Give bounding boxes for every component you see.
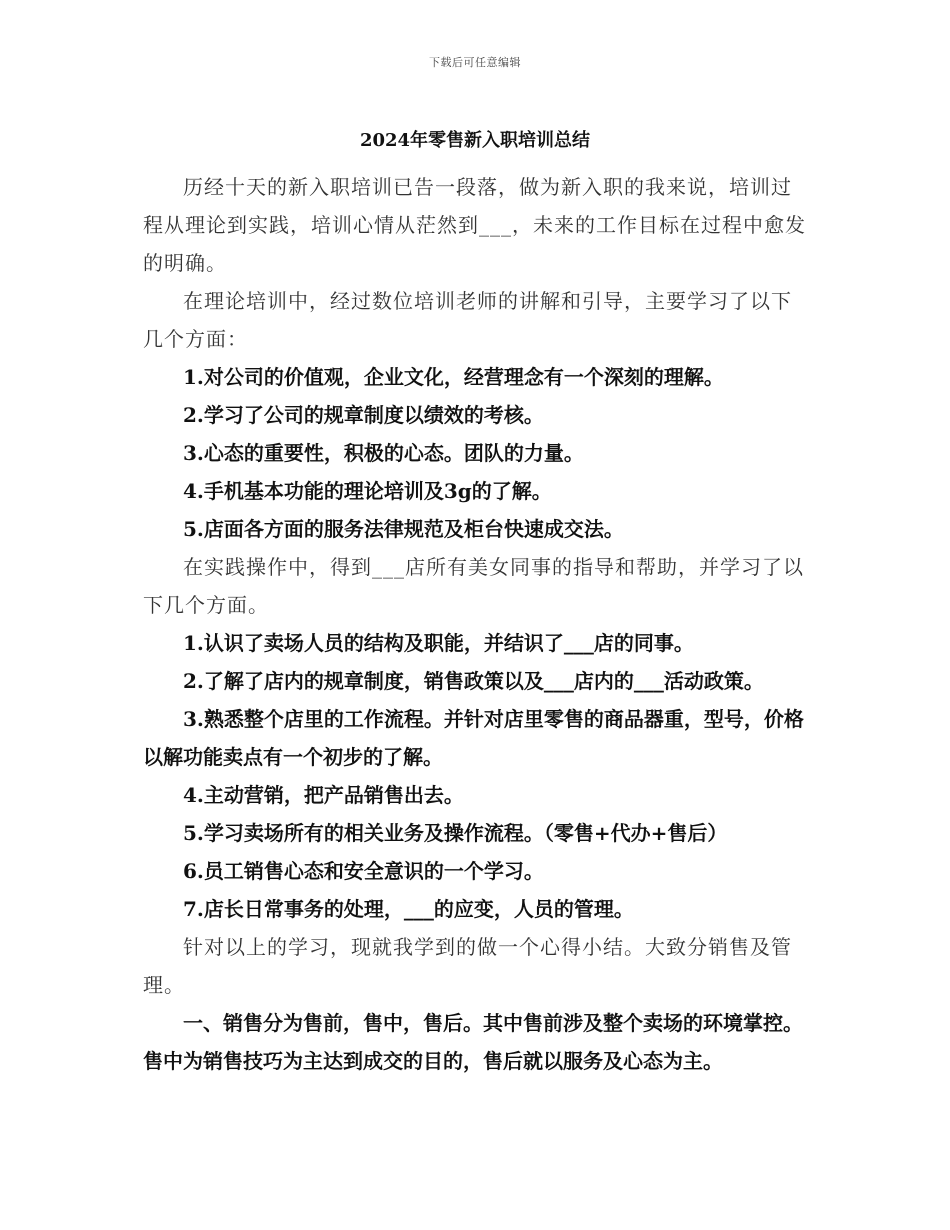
list-item: 2.学习了公司的规章制度以绩效的考核。 (183, 403, 544, 427)
paragraph: 历经十天的新入职培训已告一段落，做为新入职的我来说，培训过程从理论到实践，培训心情从茫然到___，未来的工作目标在过程中愈发的明确。 (143, 175, 806, 275)
list-item: 2.了解了店内的规章制度，销售政策以及___店内的___活动政策。 (183, 669, 764, 693)
paragraph: 在理论培训中，经过数位培训老师的讲解和引导，主要学习了以下几个方面： (143, 289, 792, 351)
paragraph: 在实践操作中，得到___店所有美女同事的指导和帮助，并学习了以下几个方面。 (143, 555, 804, 617)
list-item: 5.学习卖场所有的相关业务及操作流程。（零售+代办+售后） (183, 821, 728, 845)
list-item: 4.手机基本功能的理论培训及3g的了解。 (183, 479, 552, 503)
header-note: 下载后可任意编辑 (429, 56, 521, 69)
list-item: 5.店面各方面的服务法律规范及柜台快速成交法。 (183, 517, 624, 541)
document-title: 2024年零售新入职培训总结 (359, 130, 591, 151)
list-item: 1.对公司的价值观，企业文化，经营理念有一个深刻的理解。 (183, 365, 724, 389)
list-item: 7.店长日常事务的处理，___的应变，人员的管理。 (183, 897, 634, 921)
list-item: 6.员工销售心态和安全意识的一个学习。 (183, 859, 544, 883)
document-body (143, 168, 811, 1080)
list-item: 3.心态的重要性，积极的心态。团队的力量。 (183, 441, 584, 465)
list-item: 1.认识了卖场人员的结构及职能，并结识了___店的同事。 (183, 631, 694, 655)
paragraph: 针对以上的学习，现就我学到的做一个心得小结。大致分销售及管理。 (143, 935, 792, 997)
list-item: 3.熟悉整个店里的工作流程。并针对店里零售的商品器重，型号，价格以解功能卖点有一个初步的了解。 (143, 707, 804, 769)
section-paragraph: 一、销售分为售前，售中，售后。其中售前涉及整个卖场的环境掌控。售中为销售技巧为主达到成交的目的，售后就以服务及心态为主。 (143, 1011, 803, 1073)
list-item: 4.主动营销，把产品销售出去。 (183, 783, 464, 807)
